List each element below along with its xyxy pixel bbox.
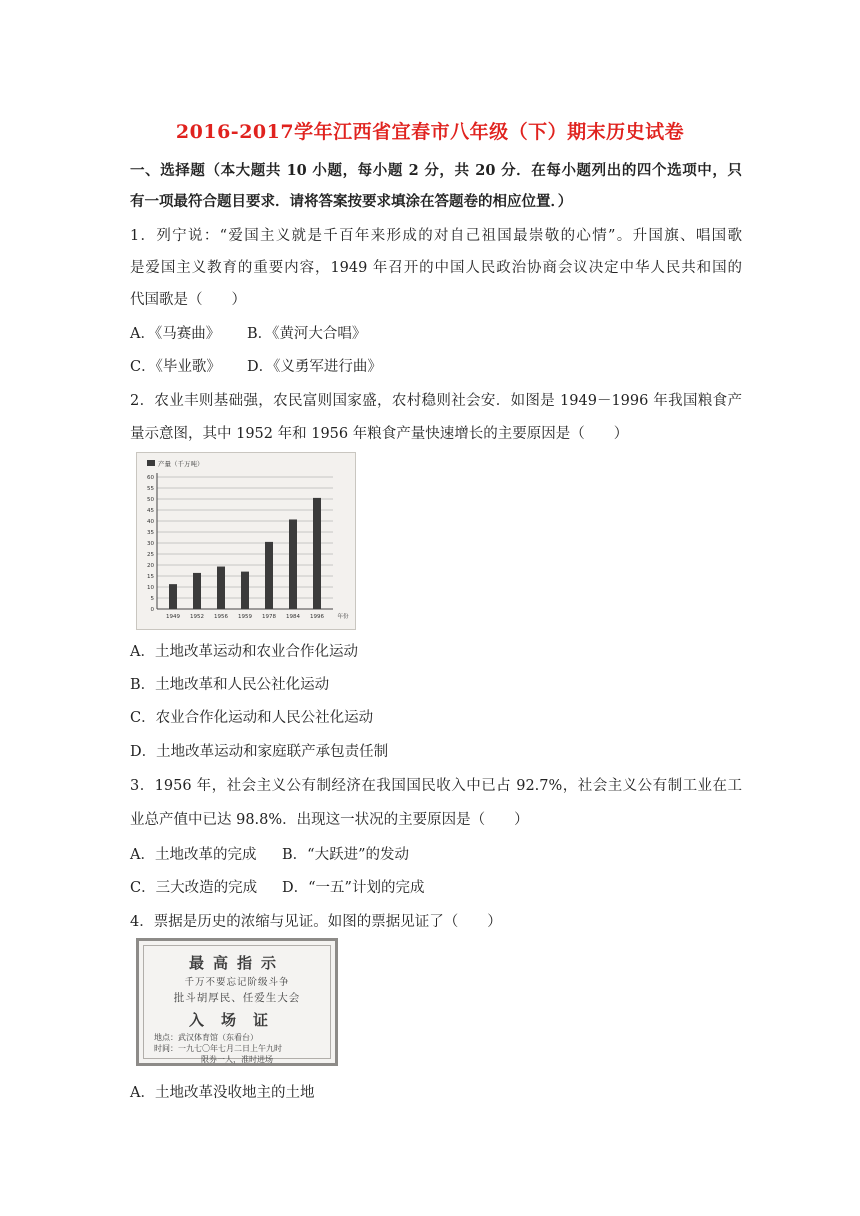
q1-option-d[interactable]: D．《义勇军进行曲》 xyxy=(247,359,382,375)
chart-bar-1949 xyxy=(169,584,177,609)
chart-y-tick-label: 30 xyxy=(147,541,154,547)
chart-x-tick-label: 1984 xyxy=(286,614,300,620)
chart-y-tick-label: 55 xyxy=(147,486,154,492)
chart-y-tick-label: 50 xyxy=(147,497,154,503)
q2-option-b[interactable]: B．土地改革和人民公社化运动 xyxy=(130,677,330,693)
chart-bar-1996 xyxy=(313,498,321,609)
section-header-line-1: 一、选择题（本大题共 10 小题，每小题 2 分，共 20 分．在每小题列出的四个选项中，只 xyxy=(130,162,742,179)
q1-stem-line-2: 是爱国主义教育的重要内容，1949 年召开的中国人民政治协商会议决定中华人民共和国的 xyxy=(130,260,742,276)
chart-bar-1984 xyxy=(289,519,297,609)
chart-x-tick-label: 1949 xyxy=(166,614,180,620)
section-header-line-2: 有一项最符合题目要求．请将答案按要求填涂在答题卷的相应位置．） xyxy=(130,193,573,210)
q3-stem-line-1: 3．1956 年，社会主义公有制经济在我国国民收入中已占 92.7%，社会主义公有制工业在工 xyxy=(130,778,742,794)
ticket-note: 限券一人，准时进场 xyxy=(201,1055,273,1064)
chart-legend-label: 产量（千万吨） xyxy=(158,460,204,468)
q1-stem-line-1: 1．列宁说：“爱国主义就是千百年来形成的对自己祖国最崇敬的心情”。升国旗、唱国歌 xyxy=(130,228,742,244)
chart-y-tick-label: 10 xyxy=(147,585,154,591)
chart-y-tick-label: 0 xyxy=(150,607,154,613)
q1-option-c[interactable]: C．《毕业歌》 xyxy=(130,359,221,375)
ticket-location: 地点：武汉体育馆（东看台） xyxy=(154,1033,258,1042)
q3-stem-line-2: 业总产值中已达 98.8%．出现这一状况的主要原因是（ ） xyxy=(130,812,529,828)
chart-y-tick-label: 15 xyxy=(147,574,154,580)
chart-x-tick-label: 1956 xyxy=(214,614,228,620)
ticket-time: 时间：一九七〇年七月二日上午九时 xyxy=(154,1044,282,1053)
chart-y-tick-label: 35 xyxy=(147,530,154,536)
q1-stem-line-3: 代国歌是（ ） xyxy=(130,292,246,308)
chart-y-tick-label: 5 xyxy=(150,596,154,602)
ticket-event: 批斗胡厚民、任爱生大会 xyxy=(173,992,301,1004)
q2-option-d[interactable]: D．土地改革运动和家庭联产承包责任制 xyxy=(130,744,389,760)
chart-x-tick-label: 1978 xyxy=(262,614,276,620)
q2-option-a[interactable]: A．土地改革运动和农业合作化运动 xyxy=(130,644,358,660)
ticket-title: 入场证 xyxy=(188,1011,285,1029)
chart-y-tick-label: 25 xyxy=(147,552,154,558)
q3-option-d[interactable]: D．“一五”计划的完成 xyxy=(282,880,425,896)
grain-output-chart-svg xyxy=(137,453,355,629)
chart-y-tick-label: 60 xyxy=(147,475,154,481)
chart-bar-1952 xyxy=(193,573,201,609)
q2-stem-line-2: 量示意图，其中 1952 年和 1956 年粮食产量快速增长的主要原因是（ ） xyxy=(130,426,629,442)
chart-y-tick-label: 40 xyxy=(147,519,154,525)
admission-ticket-image xyxy=(136,938,338,1066)
q3-option-b[interactable]: B．“大跃进”的发动 xyxy=(282,847,409,863)
admission-ticket-frame xyxy=(143,945,331,1064)
q3-options-row-1 xyxy=(130,845,742,865)
chart-x-unit-label: 年份 xyxy=(337,614,349,620)
q1-option-a[interactable]: A．《马赛曲》 xyxy=(130,326,221,342)
chart-bar-1959 xyxy=(241,572,249,609)
q4-option-a[interactable]: A．土地改革没收地主的土地 xyxy=(130,1085,315,1101)
chart-x-tick-label: 1959 xyxy=(238,614,252,620)
grain-output-chart xyxy=(136,452,356,630)
q3-option-c[interactable]: C．三大改造的完成 xyxy=(130,880,258,896)
q1-options-row-2 xyxy=(130,357,742,377)
chart-x-tick-label: 1996 xyxy=(310,614,324,620)
ticket-slogan: 千万不要忘记阶级斗争 xyxy=(184,977,290,988)
q3-option-a[interactable]: A．土地改革的完成 xyxy=(130,847,257,863)
ticket-heading: 最高指示 xyxy=(188,954,285,972)
q2-option-c[interactable]: C．农业合作化运动和人民公社化运动 xyxy=(130,710,374,726)
page-title: 2016-2017学年江西省宜春市八年级（下）期末历史试卷 xyxy=(175,121,685,143)
chart-x-tick-label: 1952 xyxy=(190,614,204,620)
chart-y-tick-label: 45 xyxy=(147,508,154,514)
q1-options-row-1 xyxy=(130,324,742,344)
q2-stem-line-1: 2．农业丰则基础强，农民富则国家盛，农村稳则社会安．如图是 1949－1996 年我国粮食产 xyxy=(130,393,742,409)
q3-options-row-2 xyxy=(130,878,742,898)
q4-stem-line-1: 4．票据是历史的浓缩与见证。如图的票据见证了（ ） xyxy=(130,914,502,930)
chart-legend-swatch xyxy=(147,460,155,466)
q1-option-b[interactable]: B．《黄河大合唱》 xyxy=(247,326,367,342)
chart-bar-1956 xyxy=(217,567,225,609)
chart-bar-1978 xyxy=(265,542,273,609)
chart-y-tick-label: 20 xyxy=(147,563,154,569)
